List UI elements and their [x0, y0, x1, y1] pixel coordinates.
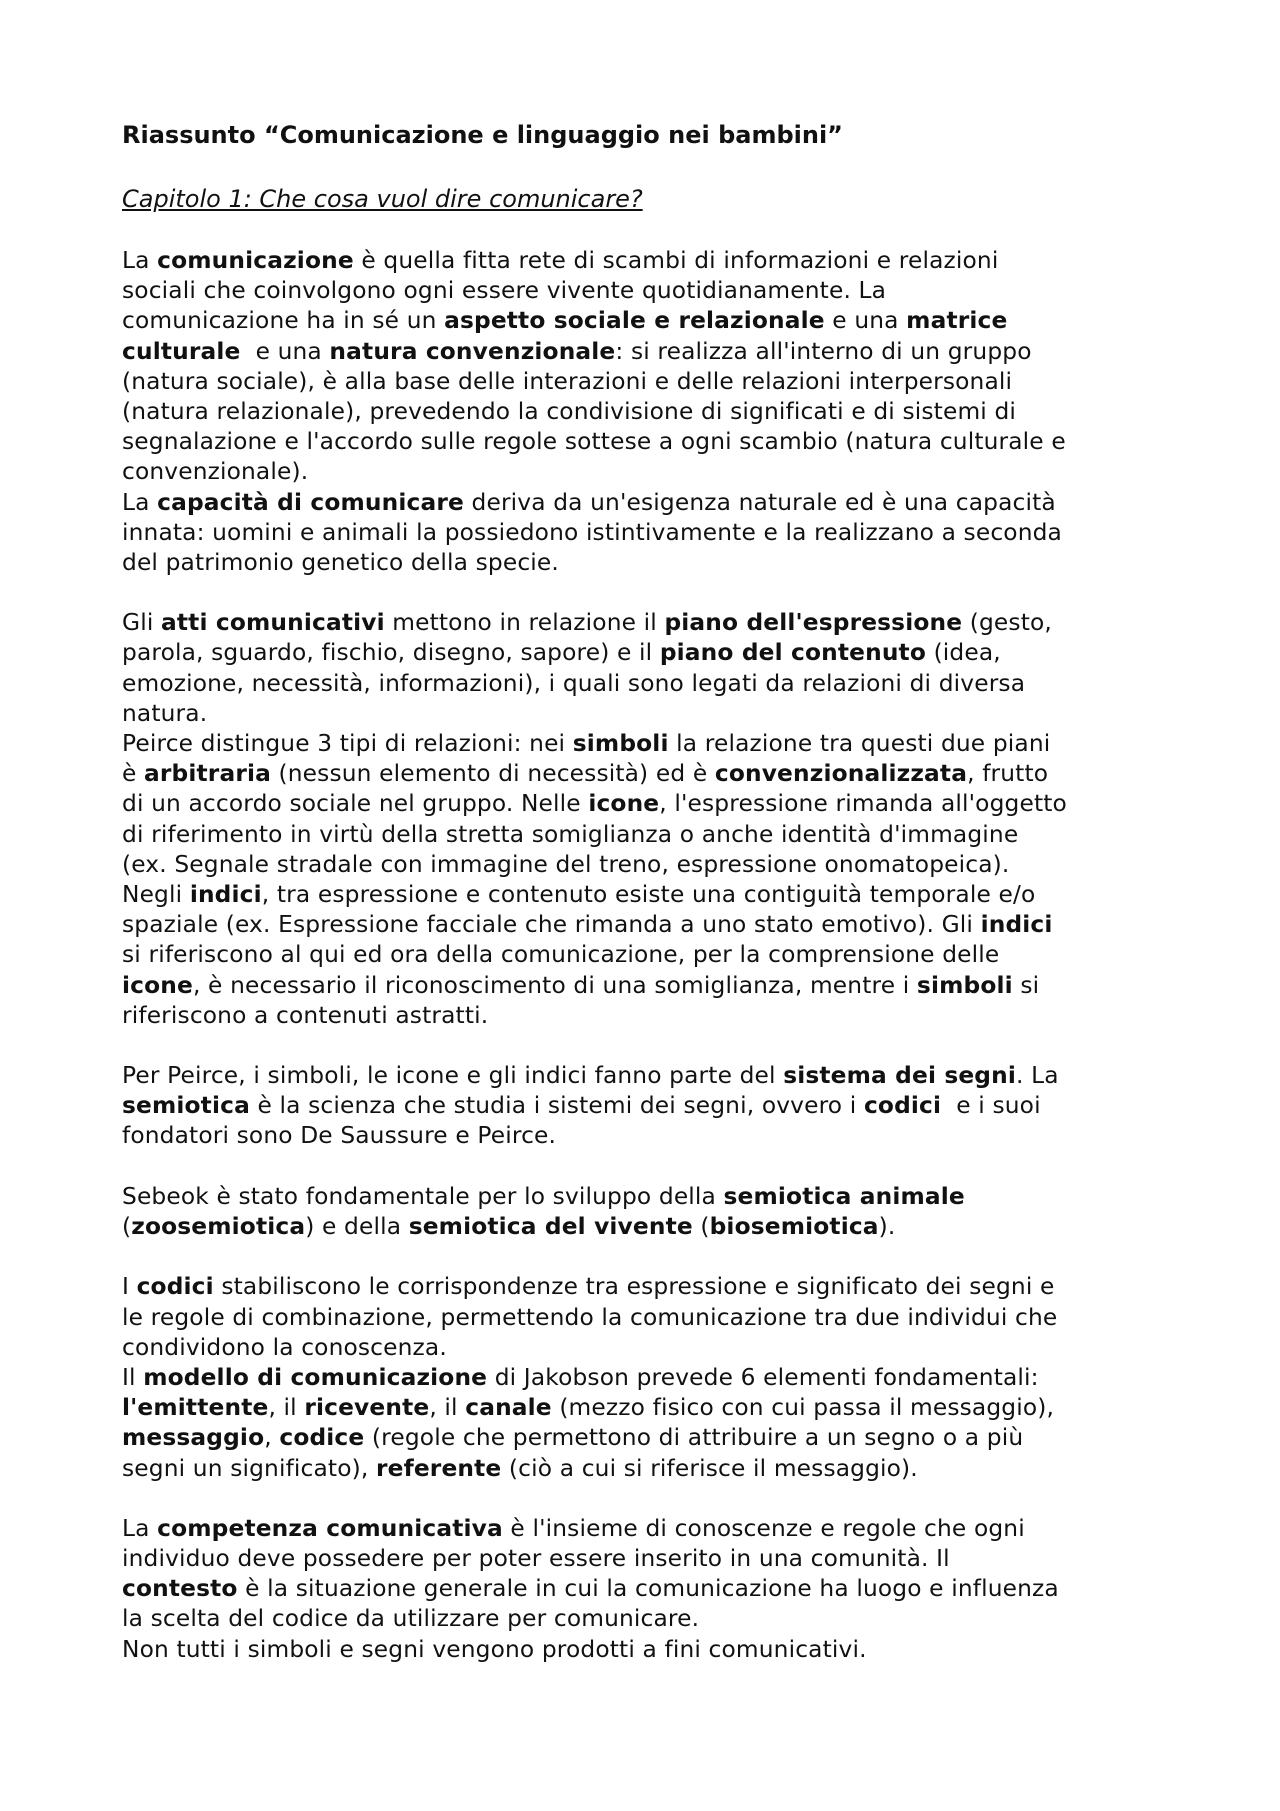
text-run: la relazione tra questi due piani	[668, 730, 1051, 757]
text-run: riferiscono a contenuti astratti.	[122, 1001, 489, 1029]
text-run: , il	[268, 1394, 305, 1422]
text-line	[122, 850, 1172, 880]
bold-term: aspetto sociale e relazionale	[444, 307, 825, 335]
text-run: si riferiscono al qui ed ora della comunicazione, per la comprensione delle	[122, 941, 1000, 969]
bold-term: semiotica del vivente	[408, 1213, 693, 1240]
text-line	[122, 1182, 1172, 1212]
bold-term: modello di comunicazione	[143, 1363, 488, 1391]
text-run: emozione, necessità, informazioni), i quali sono legati da relazioni di diversa	[122, 669, 1026, 697]
text-run: si	[1012, 971, 1040, 999]
text-run: Sebeok è stato fondamentale per lo sviluppo della	[122, 1182, 724, 1210]
text-run: è quella fitta rete di scambi di informazioni e relazioni	[353, 247, 999, 274]
bold-term: codici	[136, 1273, 214, 1301]
text-run: La	[122, 1514, 158, 1542]
text-line	[122, 246, 1172, 276]
text-run: (	[122, 1213, 132, 1240]
text-line	[122, 1574, 1172, 1604]
text-line	[122, 276, 1172, 306]
text-run: (nessun elemento di necessità) ed è	[270, 760, 715, 788]
text-run: natura.	[122, 699, 208, 727]
text-run: comunicazione ha in sé un	[122, 307, 445, 335]
text-run: (regole che permettono di attribuire a un segno o a più	[364, 1424, 1024, 1452]
bold-term: icone	[588, 790, 660, 818]
text-run: di un accordo sociale nel gruppo. Nelle	[122, 790, 589, 818]
text-line	[122, 789, 1172, 819]
bold-term: referente	[375, 1454, 502, 1482]
text-line	[122, 729, 1172, 759]
text-line	[122, 971, 1172, 1001]
chapter-title: Capitolo 1: Che cosa vuol dire comunicare?	[122, 185, 643, 213]
text-run: (ciò a cui si riferisce il messaggio).	[501, 1454, 918, 1482]
text-run: I	[122, 1273, 137, 1301]
bold-term: icone	[122, 971, 193, 999]
text-run: Negli	[122, 880, 190, 908]
text-run: parola, sguardo, fischio, disegno, sapore) e il	[122, 639, 660, 667]
bold-term: capacità di comunicare	[157, 488, 464, 516]
text-run: (mezzo fisico con cui passa il messaggio),	[551, 1394, 1055, 1422]
text-line	[122, 608, 1172, 638]
bold-term: codice	[279, 1424, 365, 1452]
text-line	[122, 1423, 1172, 1453]
text-run: ) e della	[305, 1213, 409, 1240]
text-run: Non tutti i simboli e segni vengono prodotti a fini comunicativi.	[122, 1635, 867, 1663]
text-run: stabiliscono le corrispondenze tra espressione e significato dei segni e	[213, 1273, 1055, 1301]
text-line	[122, 910, 1172, 940]
text-run: , il	[429, 1394, 466, 1422]
text-run: è	[122, 760, 145, 788]
text-run: (gesto,	[962, 609, 1052, 637]
text-line	[122, 1272, 1172, 1302]
bold-term: simboli	[572, 730, 669, 757]
text-run: del patrimonio genetico della specie.	[122, 548, 559, 576]
text-run: : si realizza all'interno di un gruppo	[615, 337, 1032, 365]
text-run: innata: uomini e animali la possiedono istintivamente e la realizzano a seconda	[122, 518, 1062, 546]
text-line	[122, 427, 1172, 457]
document-page	[122, 120, 1172, 1665]
text-run: La	[122, 247, 158, 274]
text-line	[122, 1121, 1172, 1151]
text-line	[122, 488, 1172, 518]
text-run: ,	[264, 1424, 280, 1452]
bold-term: piano dell'espressione	[664, 609, 963, 637]
bold-term: semiotica	[122, 1092, 250, 1120]
text-line	[122, 457, 1172, 487]
text-run: sociali che coinvolgono ogni essere vivente quotidianamente. La	[122, 277, 887, 305]
bold-term: contesto	[122, 1575, 238, 1603]
bold-term: l'emittente	[122, 1394, 269, 1422]
text-run: Per Peirce, i simboli, le icone e gli indici fanno parte del	[122, 1062, 784, 1090]
text-run: e una	[824, 307, 907, 335]
bold-term: semiotica animale	[723, 1182, 965, 1210]
text-run: mettono in relazione il	[384, 609, 665, 637]
text-run: è la situazione generale in cui la comunicazione ha luogo e influenza	[237, 1575, 1059, 1603]
text-line	[122, 548, 1172, 578]
text-line	[122, 669, 1172, 699]
text-run: deriva da un'esigenza naturale ed è una capacità	[463, 488, 1056, 516]
text-run: condividono la conoscenza.	[122, 1333, 447, 1361]
blank-line	[122, 1484, 1172, 1514]
text-run: fondatori sono De Saussure e Peirce.	[122, 1122, 557, 1150]
blank-line	[122, 1242, 1172, 1272]
text-run: è la scienza che studia i sistemi dei segni, ovvero i	[249, 1092, 864, 1120]
text-run: di Jakobson prevede 6 elementi fondamentali:	[487, 1363, 1039, 1391]
text-line	[122, 1303, 1172, 1333]
text-line	[122, 306, 1172, 336]
text-line	[122, 1514, 1172, 1544]
text-run: Peirce distingue 3 tipi di relazioni: nei	[122, 730, 573, 757]
text-run: , tra espressione e contenuto esiste una contiguità temporale e/o	[261, 880, 1036, 908]
text-run: , l'espressione rimanda all'oggetto	[659, 790, 1067, 818]
text-line	[122, 1635, 1172, 1665]
text-run: (	[692, 1213, 710, 1240]
bold-term: competenza comunicativa	[157, 1514, 503, 1542]
text-run: le regole di combinazione, permettendo la comunicazione tra due individui che	[122, 1303, 1058, 1331]
text-line	[122, 367, 1172, 397]
text-run: e una	[240, 337, 330, 365]
text-line	[122, 880, 1172, 910]
bold-term: arbitraria	[144, 760, 271, 788]
text-line	[122, 1393, 1172, 1423]
text-run: convenzionale).	[122, 458, 309, 486]
bold-term: atti comunicativi	[161, 609, 385, 637]
text-line	[122, 1333, 1172, 1363]
text-line	[122, 1363, 1172, 1393]
text-run: è l'insieme di conoscenze e regole che ogni	[502, 1514, 1025, 1542]
bold-term: indici	[980, 911, 1053, 939]
text-line	[122, 1212, 1172, 1242]
document-title: Riassunto “Comunicazione e linguaggio nei bambini”	[122, 121, 843, 149]
text-run: (natura sociale), è alla base delle interazioni e delle relazioni interpersonali	[122, 367, 1013, 395]
text-run: , è necessario il riconoscimento di una somiglianza, mentre i	[192, 971, 917, 999]
bold-term: simboli	[916, 971, 1013, 999]
blank-line	[122, 1031, 1172, 1061]
text-line	[122, 1061, 1172, 1091]
text-run: ).	[878, 1213, 896, 1240]
text-run: di riferimento in virtù della stretta somiglianza o anche identità d'immagine	[122, 820, 1019, 848]
bold-term: zoosemiotica	[131, 1213, 306, 1240]
bold-term: culturale	[122, 337, 241, 365]
text-line	[122, 518, 1172, 548]
text-line	[122, 940, 1172, 970]
text-run: la scelta del codice da utilizzare per comunicare.	[122, 1605, 700, 1633]
text-line	[122, 1001, 1172, 1031]
text-line	[122, 820, 1172, 850]
document-body	[122, 246, 1172, 1665]
bold-term: matrice	[906, 307, 1008, 335]
bold-term: natura convenzionale	[329, 337, 616, 365]
bold-term: comunicazione	[157, 247, 354, 274]
text-run: e i suoi	[941, 1092, 1041, 1120]
text-line	[122, 1544, 1172, 1574]
text-run: individuo deve possedere per poter essere inserito in una comunità. Il	[122, 1545, 950, 1573]
blank-line	[122, 1152, 1172, 1182]
text-line	[122, 397, 1172, 427]
bold-term: ricevente	[304, 1394, 430, 1422]
text-run: segnalazione e l'accordo sulle regole sottese a ogni scambio (natura culturale e	[122, 428, 1066, 456]
text-line	[122, 638, 1172, 668]
blank-line	[122, 578, 1172, 608]
bold-term: convenzionalizzata	[714, 760, 968, 788]
bold-term: canale	[465, 1394, 552, 1422]
text-line	[122, 1604, 1172, 1634]
text-run: segni un significato),	[122, 1454, 376, 1482]
text-run: Gli	[122, 609, 162, 637]
text-run: (idea,	[926, 639, 1001, 667]
text-line	[122, 1091, 1172, 1121]
text-run: (natura relazionale), prevedendo la condivisione di significati e di sistemi di	[122, 397, 1017, 425]
text-run: . La	[1016, 1062, 1059, 1090]
text-run: La	[122, 488, 158, 516]
text-line	[122, 1454, 1172, 1484]
bold-term: messaggio	[122, 1424, 265, 1452]
bold-term: codici	[863, 1092, 942, 1120]
text-line	[122, 759, 1172, 789]
text-run: Il	[122, 1363, 144, 1391]
bold-term: piano del contenuto	[659, 639, 927, 667]
bold-term: biosemiotica	[709, 1213, 879, 1240]
bold-term: indici	[189, 880, 262, 908]
text-run: (ex. Segnale stradale con immagine del treno, espressione onomatopeica).	[122, 850, 1010, 878]
text-run: spaziale (ex. Espressione facciale che rimanda a uno stato emotivo). Gli	[122, 911, 981, 939]
bold-term: sistema dei segni	[783, 1062, 1017, 1090]
text-line	[122, 699, 1172, 729]
text-run: , frutto	[967, 760, 1049, 788]
text-line	[122, 337, 1172, 367]
